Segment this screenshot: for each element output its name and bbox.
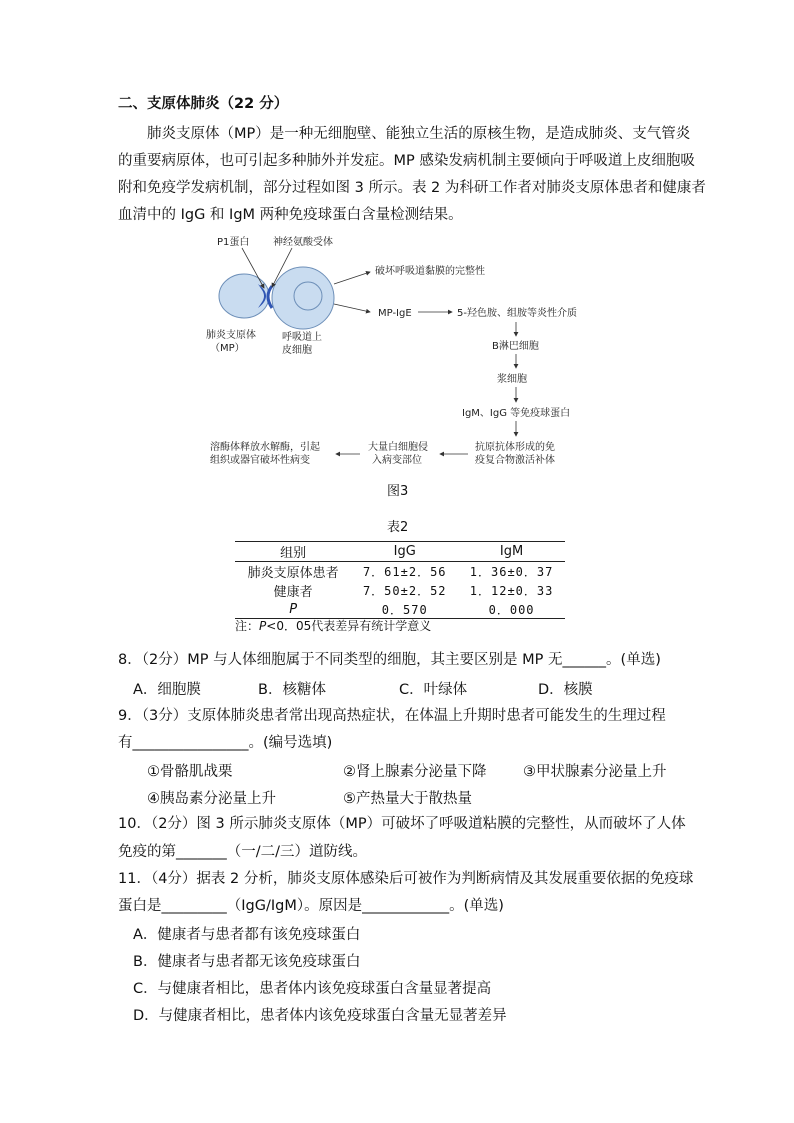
q11-stem-2: 蛋白是_________（IgG/IgM）。原因是____________。(单选) <box>118 898 504 914</box>
q11-stem-1: 11．（4分）据表 2 分析，肺炎支原体感染后可被作为判断病情及其发展重要依据的免疫球 <box>118 871 694 887</box>
intro-line-1: 肺炎支原体（MP）是一种无细胞壁、能独立生活的原核生物，是造成肺炎、支气管炎 <box>147 126 691 142</box>
label-complex-1: 抗原抗体形成的免 <box>475 442 555 453</box>
mp-cell-shape <box>219 274 269 318</box>
label-wbc-1: 大量白细胞侵 <box>368 442 428 453</box>
q9-option-2[interactable]: ②肾上腺素分泌量下降 <box>343 764 487 780</box>
nucleus-shape <box>294 282 322 310</box>
header-igm: IgM <box>458 542 565 562</box>
note-p: P <box>259 619 267 633</box>
table-caption: 表2 <box>387 520 409 535</box>
receptor-shape <box>268 286 272 308</box>
q9-stem-2: 有________________。(编号选填) <box>118 735 333 751</box>
q9-option-3[interactable]: ③甲状腺素分泌量上升 <box>523 764 667 780</box>
cell-group: 肺炎支原体患者 <box>247 566 339 581</box>
q8-stem: 8．（2分）MP 与人体细胞属于不同类型的细胞，其主要区别是 MP 无______。(单选) <box>118 652 661 668</box>
cell-igg: 0．570 <box>351 600 458 619</box>
table-header-row <box>235 542 565 562</box>
label-cell-1: 呼吸道上 <box>282 332 322 343</box>
label-bcell: B淋巴细胞 <box>492 341 539 352</box>
q11-option-b[interactable]: B．健康者与患者都无该免疫球蛋白 <box>133 954 361 970</box>
label-mp-1: 肺炎支原体 <box>206 330 256 341</box>
q10-stem-2: 免疫的第_______（一/二/三）道防线。 <box>118 844 368 860</box>
cell-group: P <box>235 600 351 619</box>
header-igg: IgG <box>351 542 458 562</box>
q11-option-a[interactable]: A．健康者与患者都有该免疫球蛋白 <box>133 927 361 943</box>
table-row <box>235 600 565 619</box>
label-p1: P1蛋白 <box>217 237 250 248</box>
intro-line-4: 血清中的 IgG 和 IgM 两种免疫球蛋白含量检测结果。 <box>118 207 463 223</box>
cell-group: 健康者 <box>273 585 313 600</box>
cell-igm: 0．000 <box>458 600 565 619</box>
label-mediators: 5-羟色胺、组胺等炎性介质 <box>457 308 577 319</box>
table-row <box>235 581 565 600</box>
note-rest: <0．05代表差异有统计学意义 <box>266 619 432 633</box>
q9-option-5[interactable]: ⑤产热量大于散热量 <box>343 791 472 807</box>
q9-option-1[interactable]: ①骨骼肌战栗 <box>147 764 233 780</box>
q10-stem-1: 10．（2分）图 3 所示肺炎支原体（MP）可破坏了呼吸道粘膜的完整性，从而破坏了人体 <box>118 816 686 832</box>
intro-line-2: 的重要病原体，也可引起多种肺外并发症。MP 感染发病机制主要倾向于呼吸道上皮细胞吸 <box>118 153 695 169</box>
q11-option-c[interactable]: C．与健康者相比，患者体内该免疫球蛋白含量显著提高 <box>133 981 492 997</box>
header-group: 组别 <box>235 542 351 562</box>
table-row <box>235 562 565 582</box>
figure-3-diagram <box>200 232 600 477</box>
label-wbc-2: 入病变部位 <box>372 455 422 466</box>
label-ig: IgM、IgG 等免疫球蛋白 <box>462 408 571 419</box>
q8-option-b[interactable]: B．核糖体 <box>258 682 326 698</box>
cell-igg: 7．50±2．52 <box>362 584 447 598</box>
label-destroy: 破坏呼吸道黏膜的完整性 <box>375 266 485 277</box>
label-lyso-1: 溶酶体释放水解酶，引起 <box>210 442 320 453</box>
q9-stem-1: 9．（3分）支原体肺炎患者常出现高热症状，在体温上升期时患者可能发生的生理过程 <box>118 708 666 724</box>
q8-option-c[interactable]: C．叶绿体 <box>399 682 468 698</box>
table-2 <box>235 541 565 619</box>
label-complex-2: 疫复合物激活补体 <box>475 455 555 466</box>
label-lyso-2: 组织或器官破坏性病变 <box>210 455 310 466</box>
label-mp-2: （MP） <box>210 343 245 354</box>
cell-igg: 7．61±2．56 <box>362 565 447 579</box>
q11-option-d[interactable]: D．与健康者相比，患者体内该免疫球蛋白含量无显著差异 <box>133 1008 507 1024</box>
q8-option-d[interactable]: D．核膜 <box>538 682 593 698</box>
figure-caption: 图3 <box>387 484 409 499</box>
note-prefix: 注： <box>235 619 260 633</box>
section-title: 二、支原体肺炎（22 分） <box>118 96 289 112</box>
cell-igm: 1．36±0．37 <box>469 565 554 579</box>
intro-line-3: 附和免疫学发病机制，部分过程如图 3 所示。表 2 为科研工作者对肺炎支原体患者和健康者 <box>118 180 706 196</box>
label-receptor: 神经氨酸受体 <box>273 237 333 248</box>
q8-option-a[interactable]: A．细胞膜 <box>133 682 201 698</box>
label-mpige: MP-IgE <box>378 308 412 319</box>
label-cell-2: 皮细胞 <box>282 345 312 356</box>
cell-igm: 1．12±0．33 <box>469 584 554 598</box>
table-note <box>235 617 431 634</box>
label-plasma: 浆细胞 <box>497 374 527 385</box>
q9-option-4[interactable]: ④胰岛素分泌量上升 <box>147 791 276 807</box>
